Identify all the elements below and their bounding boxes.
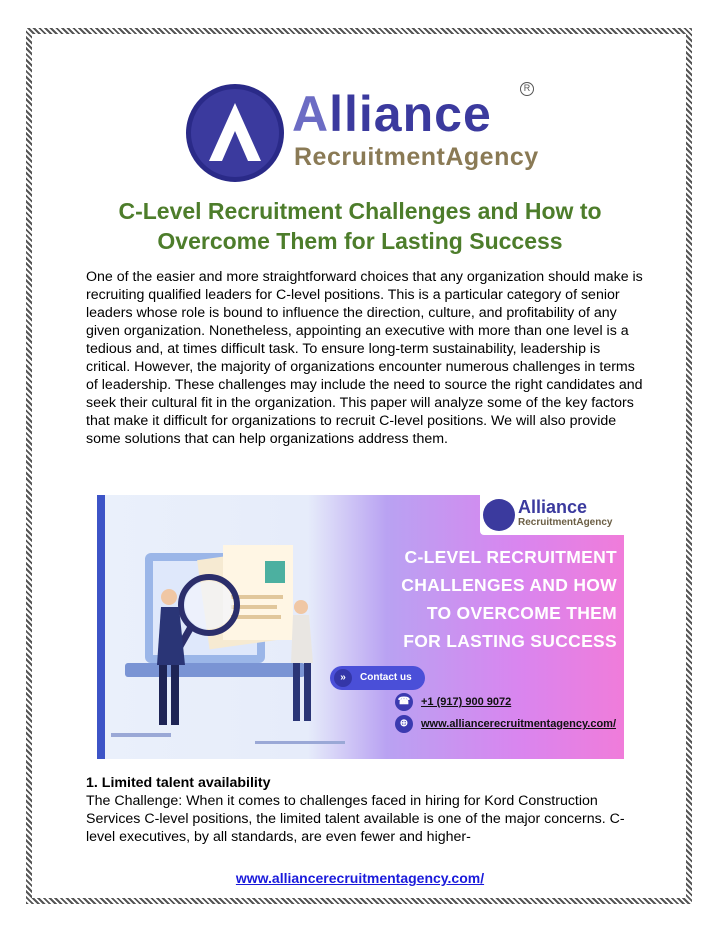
article-banner (97, 495, 624, 759)
alliance-logo (186, 82, 539, 182)
logo-a-emblem-icon (186, 84, 284, 182)
banner-logo-word: Alliance (518, 497, 588, 517)
banner-headline-line: C-LEVEL RECRUITMENT (404, 547, 617, 567)
banner-logo (480, 495, 624, 535)
banner-phone-number: +1 (917) 900 9072 (421, 696, 512, 709)
logo-tagline: RecruitmentAgency (294, 143, 539, 171)
globe-icon: ⊕ (395, 715, 413, 733)
banner-headline-line: CHALLENGES AND HOW (401, 575, 617, 595)
banner-logo-emblem-icon (483, 499, 515, 531)
logo-wordmark: Alliance (292, 86, 492, 142)
banner-phone[interactable] (395, 692, 511, 712)
banner-website-url: www.alliancerecruitmentagency.com/ (421, 718, 617, 731)
phone-icon: ☎ (395, 693, 413, 711)
banner-headline (347, 543, 617, 655)
recruitment-illustration (105, 495, 355, 759)
page-title: C-Level Recruitment Challenges and How to Overcome Them for Lasting Success (118, 198, 602, 254)
registered-mark: R (520, 82, 534, 96)
section-heading: 1. Limited talent availability (86, 775, 271, 791)
footer-website-link[interactable]: www.alliancerecruitmentagency.com/ (235, 870, 485, 886)
banner-website[interactable] (395, 714, 616, 734)
banner-left-strip (97, 495, 105, 759)
section-body: The Challenge: When it comes to challenges faced in hiring for Kord Construction Services C-level positions, the limited talent available is one of the major concerns. C-level executives, by all standards, are even fewer and higher- (86, 793, 625, 845)
double-chevron-right-icon: » (334, 669, 352, 687)
contact-us-button[interactable] (330, 666, 425, 690)
banner-headline-line: FOR LASTING SUCCESS (403, 631, 617, 651)
banner-logo-sub: RecruitmentAgency (518, 517, 613, 528)
contact-us-label: Contact us (360, 672, 412, 683)
intro-paragraph: One of the easier and more straightforward choices that any organization should make is recruiting qualified leaders for C-level positions. This is a particular category of senior leaders whose role is bound to influence the direction, culture, and profitability of any given organization. Nonetheless, appointing an executive with more than one level is a tedious and, at times difficult task. To ensure long-term sustainability, leadership is critical. However, the majority of organizations encounter numerous challenges in terms of leadership. These challenges may include the need to source the right candidates and seek their cultural fit in the organization. This paper will analyze some of the key factors that make it difficult for organizations to recruit C-level positions. We will also provide some solutions that can help organizations address them. (86, 269, 643, 447)
banner-headline-line: TO OVERCOME THEM (426, 603, 617, 623)
